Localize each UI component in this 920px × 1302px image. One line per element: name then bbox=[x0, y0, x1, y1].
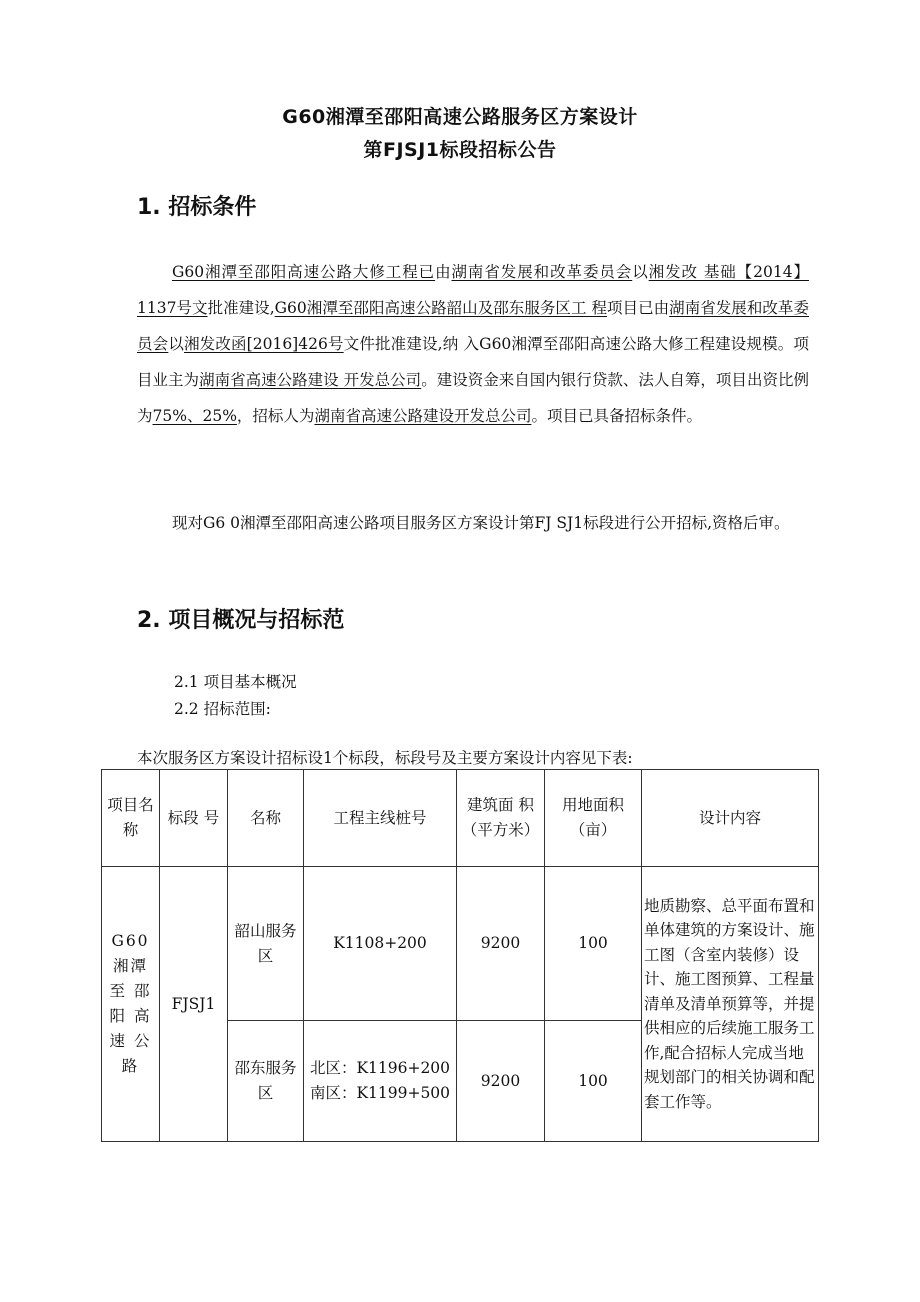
header-building-area: 建筑面 积（平方米） bbox=[457, 770, 545, 867]
header-design-content: 设计内容 bbox=[642, 770, 819, 867]
p1-s15: 75%、25% bbox=[152, 407, 237, 425]
p1-s4: 以 bbox=[632, 263, 649, 281]
header-lot-no: 标段 号 bbox=[160, 770, 228, 867]
table-header-row bbox=[102, 770, 819, 867]
p1-s6: 批准建设, bbox=[207, 299, 275, 317]
cell-stake: K1108+200 bbox=[304, 867, 457, 1021]
cell-building-area: 9200 bbox=[457, 1021, 545, 1142]
header-project-name: 项目名称 bbox=[102, 770, 160, 867]
cell-design-content: 地质勘察、总平面布置和单体建筑的方案设计、施工图（含室内装修）设计、施工图预算、工程量清单及清单预算等，并提供相应的后续施工服务工作,配合招标人完成当地规划部门的相关协调和配套工作等。 bbox=[642, 867, 819, 1142]
cell-building-area: 9200 bbox=[457, 867, 545, 1021]
document-title-line1: G60湘潭至邵阳高速公路服务区方案设计 bbox=[282, 106, 638, 128]
document-title-line2: 第FJSJ1标段招标公告 bbox=[363, 139, 557, 161]
cell-service-area-name: 邵东服务区 bbox=[228, 1021, 304, 1142]
p1-s16: ，招标人为 bbox=[236, 407, 315, 425]
subsection-2-1: 2.1 项目基本概况 bbox=[174, 673, 297, 691]
p1-s8: 项目已由 bbox=[607, 299, 670, 317]
subsection-2-2: 2.2 招标范围: bbox=[174, 700, 271, 718]
cell-land-area: 100 bbox=[545, 867, 642, 1021]
p1-s1: G60湘潭至邵阳高速公路大修工程已 bbox=[172, 263, 436, 281]
cell-stake: 北区：K1196+200 南区：K1199+500 bbox=[304, 1021, 457, 1142]
lot-table bbox=[101, 769, 819, 1142]
p1-s17: 湖南省高速公路建设开发总公司 bbox=[314, 407, 532, 425]
section1-paragraph1 bbox=[137, 254, 809, 434]
table-intro: 本次服务区方案设计招标设1个标段，标段号及主要方案设计内容见下表: bbox=[137, 749, 633, 767]
p1-s9: 湖南省发展和改革委员会 bbox=[137, 299, 809, 353]
header-land-area: 用地面积（亩） bbox=[545, 770, 642, 867]
p1-s13: 湖南省高速公路建设 开发总公司 bbox=[199, 371, 422, 389]
p1-s2: 由 bbox=[435, 263, 452, 281]
p1-s10: 以 bbox=[168, 335, 185, 353]
section1-heading: 1. 招标条件 bbox=[137, 195, 257, 220]
cell-service-area-name: 韶山服务区 bbox=[228, 867, 304, 1021]
header-mainline-stake: 工程主线桩号 bbox=[304, 770, 457, 867]
p1-s5: 湘发改 基础【2014】1137号文 bbox=[137, 263, 809, 317]
section2-heading: 2. 项目概况与招标范 bbox=[137, 608, 345, 633]
cell-project-name: G60 湘潭 至 邵 阳 高 速 公 路 bbox=[102, 867, 160, 1142]
p1-s12: 文件批准建设,纳 入G60湘潭至邵阳高速公路大修工程建设规模。项目业主为 bbox=[137, 335, 809, 389]
cell-lot-no: FJSJ1 bbox=[160, 867, 228, 1142]
header-name: 名称 bbox=[228, 770, 304, 867]
p1-s14: 。建设资金来自国内银行贷款、法人自筹，项目出资比例为 bbox=[137, 371, 809, 425]
p1-s11: 湘发改函[2016]426号 bbox=[184, 335, 344, 353]
cell-land-area: 100 bbox=[545, 1021, 642, 1142]
p1-s3: 湖南省发展和改革委员会 bbox=[451, 263, 633, 281]
p1-s7: G60湘潭至邵阳高速公路韶山及邵东服务区工 程 bbox=[274, 299, 607, 317]
section1-paragraph2: 现对G6 0湘潭至邵阳高速公路项目服务区方案设计第FJ SJ1标段进行公开招标,资格后审。 bbox=[172, 514, 790, 532]
p1-s18: 。项目已具备招标条件。 bbox=[531, 407, 702, 425]
table-row bbox=[102, 867, 819, 1021]
